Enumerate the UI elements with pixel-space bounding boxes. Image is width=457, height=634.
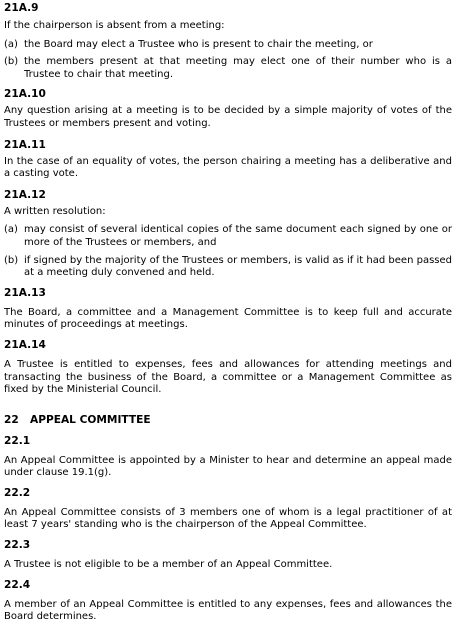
- section-heading: [4, 414, 452, 426]
- clause-heading: 21A.10: [4, 88, 46, 101]
- list-item: [4, 224, 452, 249]
- list-text: if signed by the majority of the Trustees or members, is valid as if it had been passed at a meeting duly convened and held.: [24, 254, 452, 279]
- clause-text: In the case of an equality of votes, the person chairing a meeting has a deliberative and a casting vote.: [4, 155, 452, 180]
- clause-heading: 22.1: [4, 434, 31, 447]
- list-text: may consist of several identical copies of the same document each signed by one or more of the Trustees or members, and: [24, 224, 452, 248]
- clause-text: An Appeal Committee consists of 3 members one of whom is a legal practitioner of at least 7 years' standing who is the chairperson of the Appeal Committee.: [4, 506, 452, 531]
- list-text: the members present at that meeting may elect one of their number who is a Trustee to chair that meeting.: [24, 56, 452, 80]
- list-item: [4, 255, 452, 280]
- clause-text: A Trustee is entitled to expenses, fees and allowances for attending meetings and transacting the business of the Board, a committee or a Management Committee as fixed by the Ministerial Council.: [4, 358, 452, 396]
- list-item: [4, 56, 452, 81]
- list-marker: (b): [4, 254, 19, 266]
- list-marker: (a): [4, 224, 18, 236]
- clause-heading: 21A.14: [4, 338, 46, 351]
- clause-heading: 22.4: [4, 578, 31, 591]
- clause-text: The Board, a committee and a Management Committee is to keep full and accurate minutes of proceedings at meetings.: [4, 306, 452, 331]
- clause-text: An Appeal Committee is appointed by a Minister to hear and determine an appeal made under clause 19.1(g).: [4, 454, 452, 479]
- section-number: 22: [4, 413, 19, 426]
- clause-heading: 22.2: [4, 486, 31, 499]
- section-title: APPEAL COMMITTEE: [30, 413, 151, 426]
- list-item: [4, 39, 452, 52]
- clause-heading: 21A.13: [4, 286, 46, 299]
- clause-heading: 22.3: [4, 539, 31, 552]
- clause-text: A Trustee is not eligible to be a member of an Appeal Committee.: [4, 559, 333, 571]
- clause-text: A written resolution:: [4, 205, 106, 217]
- clause-heading: 21A.9: [4, 2, 39, 14]
- clause-text: If the chairperson is absent from a meeting:: [4, 20, 225, 31]
- list-marker: (a): [4, 38, 18, 50]
- clause-text: A member of an Appeal Committee is entitled to any expenses, fees and allowances the Board determines.: [4, 598, 452, 623]
- clause-text: Any question arising at a meeting is to be decided by a simple majority of votes of the Trustees or members present and voting.: [4, 105, 452, 129]
- clause-heading: 21A.11: [4, 138, 46, 151]
- list-text: the Board may elect a Trustee who is present to chair the meeting, or: [24, 38, 373, 50]
- list-marker: (b): [4, 56, 19, 68]
- document-page: [0, 2, 457, 634]
- clause-heading: 21A.12: [4, 188, 46, 201]
